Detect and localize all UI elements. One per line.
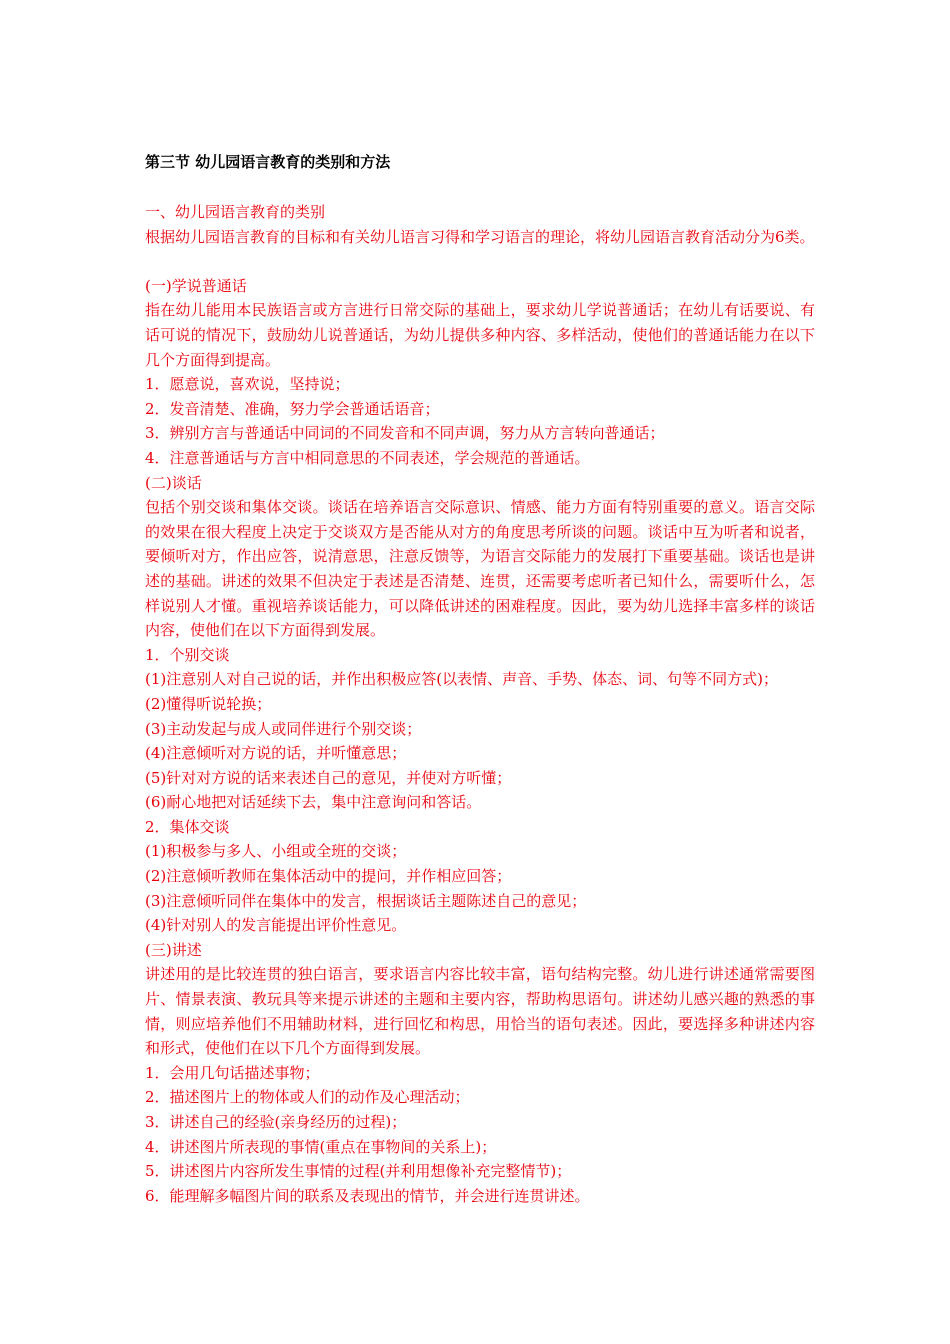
list-item: 1．愿意说，喜欢说，坚持说； <box>145 375 350 394</box>
list-item: 6．能理解多幅图片间的联系及表现出的情节，并会进行连贯讲述。 <box>145 1186 590 1205</box>
list-item: (2)懂得听说轮换； <box>145 694 272 713</box>
list-item: 3．讲述自己的经验(亲身经历的过程)； <box>145 1113 407 1132</box>
list-item: 2．发音清楚、准确，努力学会普通话语音； <box>145 399 440 418</box>
part1-heading: (一)学说普通话 <box>145 276 247 295</box>
list-item: (4)针对别人的发言能提出评价性意见。 <box>145 916 407 935</box>
list-item: 5．讲述图片内容所发生事情的过程(并利用想像补充完整情节)； <box>145 1162 572 1181</box>
part1-paragraph: 指在幼儿能用本民族语言或方言进行日常交际的基础上，要求幼儿学说普通话；在幼儿有话要说、有话可说的情况下，鼓励幼儿说普通话，为幼儿提供多种内容、多样活动，使他们的普通话能力在以下几个方面得到提高。 <box>145 301 815 369</box>
section-heading: 一、幼儿园语言教育的类别 <box>145 203 326 221</box>
list-item: (5)针对对方说的话来表述自己的意见，并使对方听懂； <box>145 768 512 787</box>
list-item: (6)耐心地把对话延续下去，集中注意询问和答话。 <box>145 793 482 812</box>
part3-paragraph: 讲述用的是比较连贯的独白语言，要求语言内容比较丰富，语句结构完整。幼儿进行讲述通常需要图片、情景表演、教玩具等来提示讲述的主题和主要内容，帮助构思语句。讲述幼儿感兴趣的熟悉的事情，则应培养他们不用辅助材料，进行回忆和构思，用恰当的语句表述。因此，要选择多种讲述内容和形式，使他们在以下几个方面得到发展。 <box>145 965 815 1058</box>
list-item: (3)主动发起与成人或同伴进行个别交谈； <box>145 719 422 738</box>
part2-heading: (二)谈话 <box>145 473 202 492</box>
list-item: (2)注意倾听教师在集体活动中的提问，并作相应回答； <box>145 867 512 886</box>
list-item: (1)积极参与多人、小组或全班的交谈； <box>145 842 407 861</box>
list-item: 2．描述图片上的物体或人们的动作及心理活动； <box>145 1088 470 1107</box>
document-body <box>145 200 815 1208</box>
list-item: 3．辨别方言与普通话中同词的不同发音和不同声调，努力从方言转向普通话； <box>145 424 665 443</box>
intro-paragraph: 根据幼儿园语言教育的目标和有关幼儿语言习得和学习语言的理论，将幼儿园语言教育活动分为6类。 <box>145 227 815 246</box>
list-item: (3)注意倾听同伴在集体中的发言，根据谈话主题陈述自己的意见； <box>145 891 587 910</box>
list-item: 4．注意普通话与方言中相同意思的不同表述，学会规范的普通话。 <box>145 448 590 467</box>
list-item: (4)注意倾听对方说的话，并听懂意思； <box>145 744 407 763</box>
list-item: 1．会用几句话描述事物； <box>145 1063 320 1082</box>
list-item: 4．讲述图片所表现的事情(重点在事物间的关系上)； <box>145 1137 497 1156</box>
part2-sub2-heading: 2．集体交谈 <box>145 817 230 836</box>
part2-sub1-heading: 1．个别交谈 <box>145 645 230 664</box>
part2-paragraph: 包括个别交谈和集体交谈。谈话在培养语言交际意识、情感、能力方面有特别重要的意义。语言交际的效果在很大程度上决定于交谈双方是否能从对方的角度思考所谈的问题。谈话中互为听者和说者，要倾听对方，作出应答，说清意思，注意反馈等，为语言交际能力的发展打下重要基础。谈话也是讲述的基础。讲述的效果不但决定于表述是否清楚、连贯，还需要考虑听者已知什么，需要听什么，怎样说别人才懂。重视培养谈话能力，可以降低讲述的困难程度。因此，要为幼儿选择丰富多样的谈话内容，使他们在以下方面得到发展。 <box>145 498 815 640</box>
part3-heading: (三)讲述 <box>145 940 202 959</box>
list-item: (1)注意别人对自己说的话，并作出积极应答(以表情、声音、手势、体态、词、句等不同方式)； <box>145 670 778 689</box>
page-title: 第三节 幼儿园语言教育的类别和方法 <box>145 153 391 171</box>
